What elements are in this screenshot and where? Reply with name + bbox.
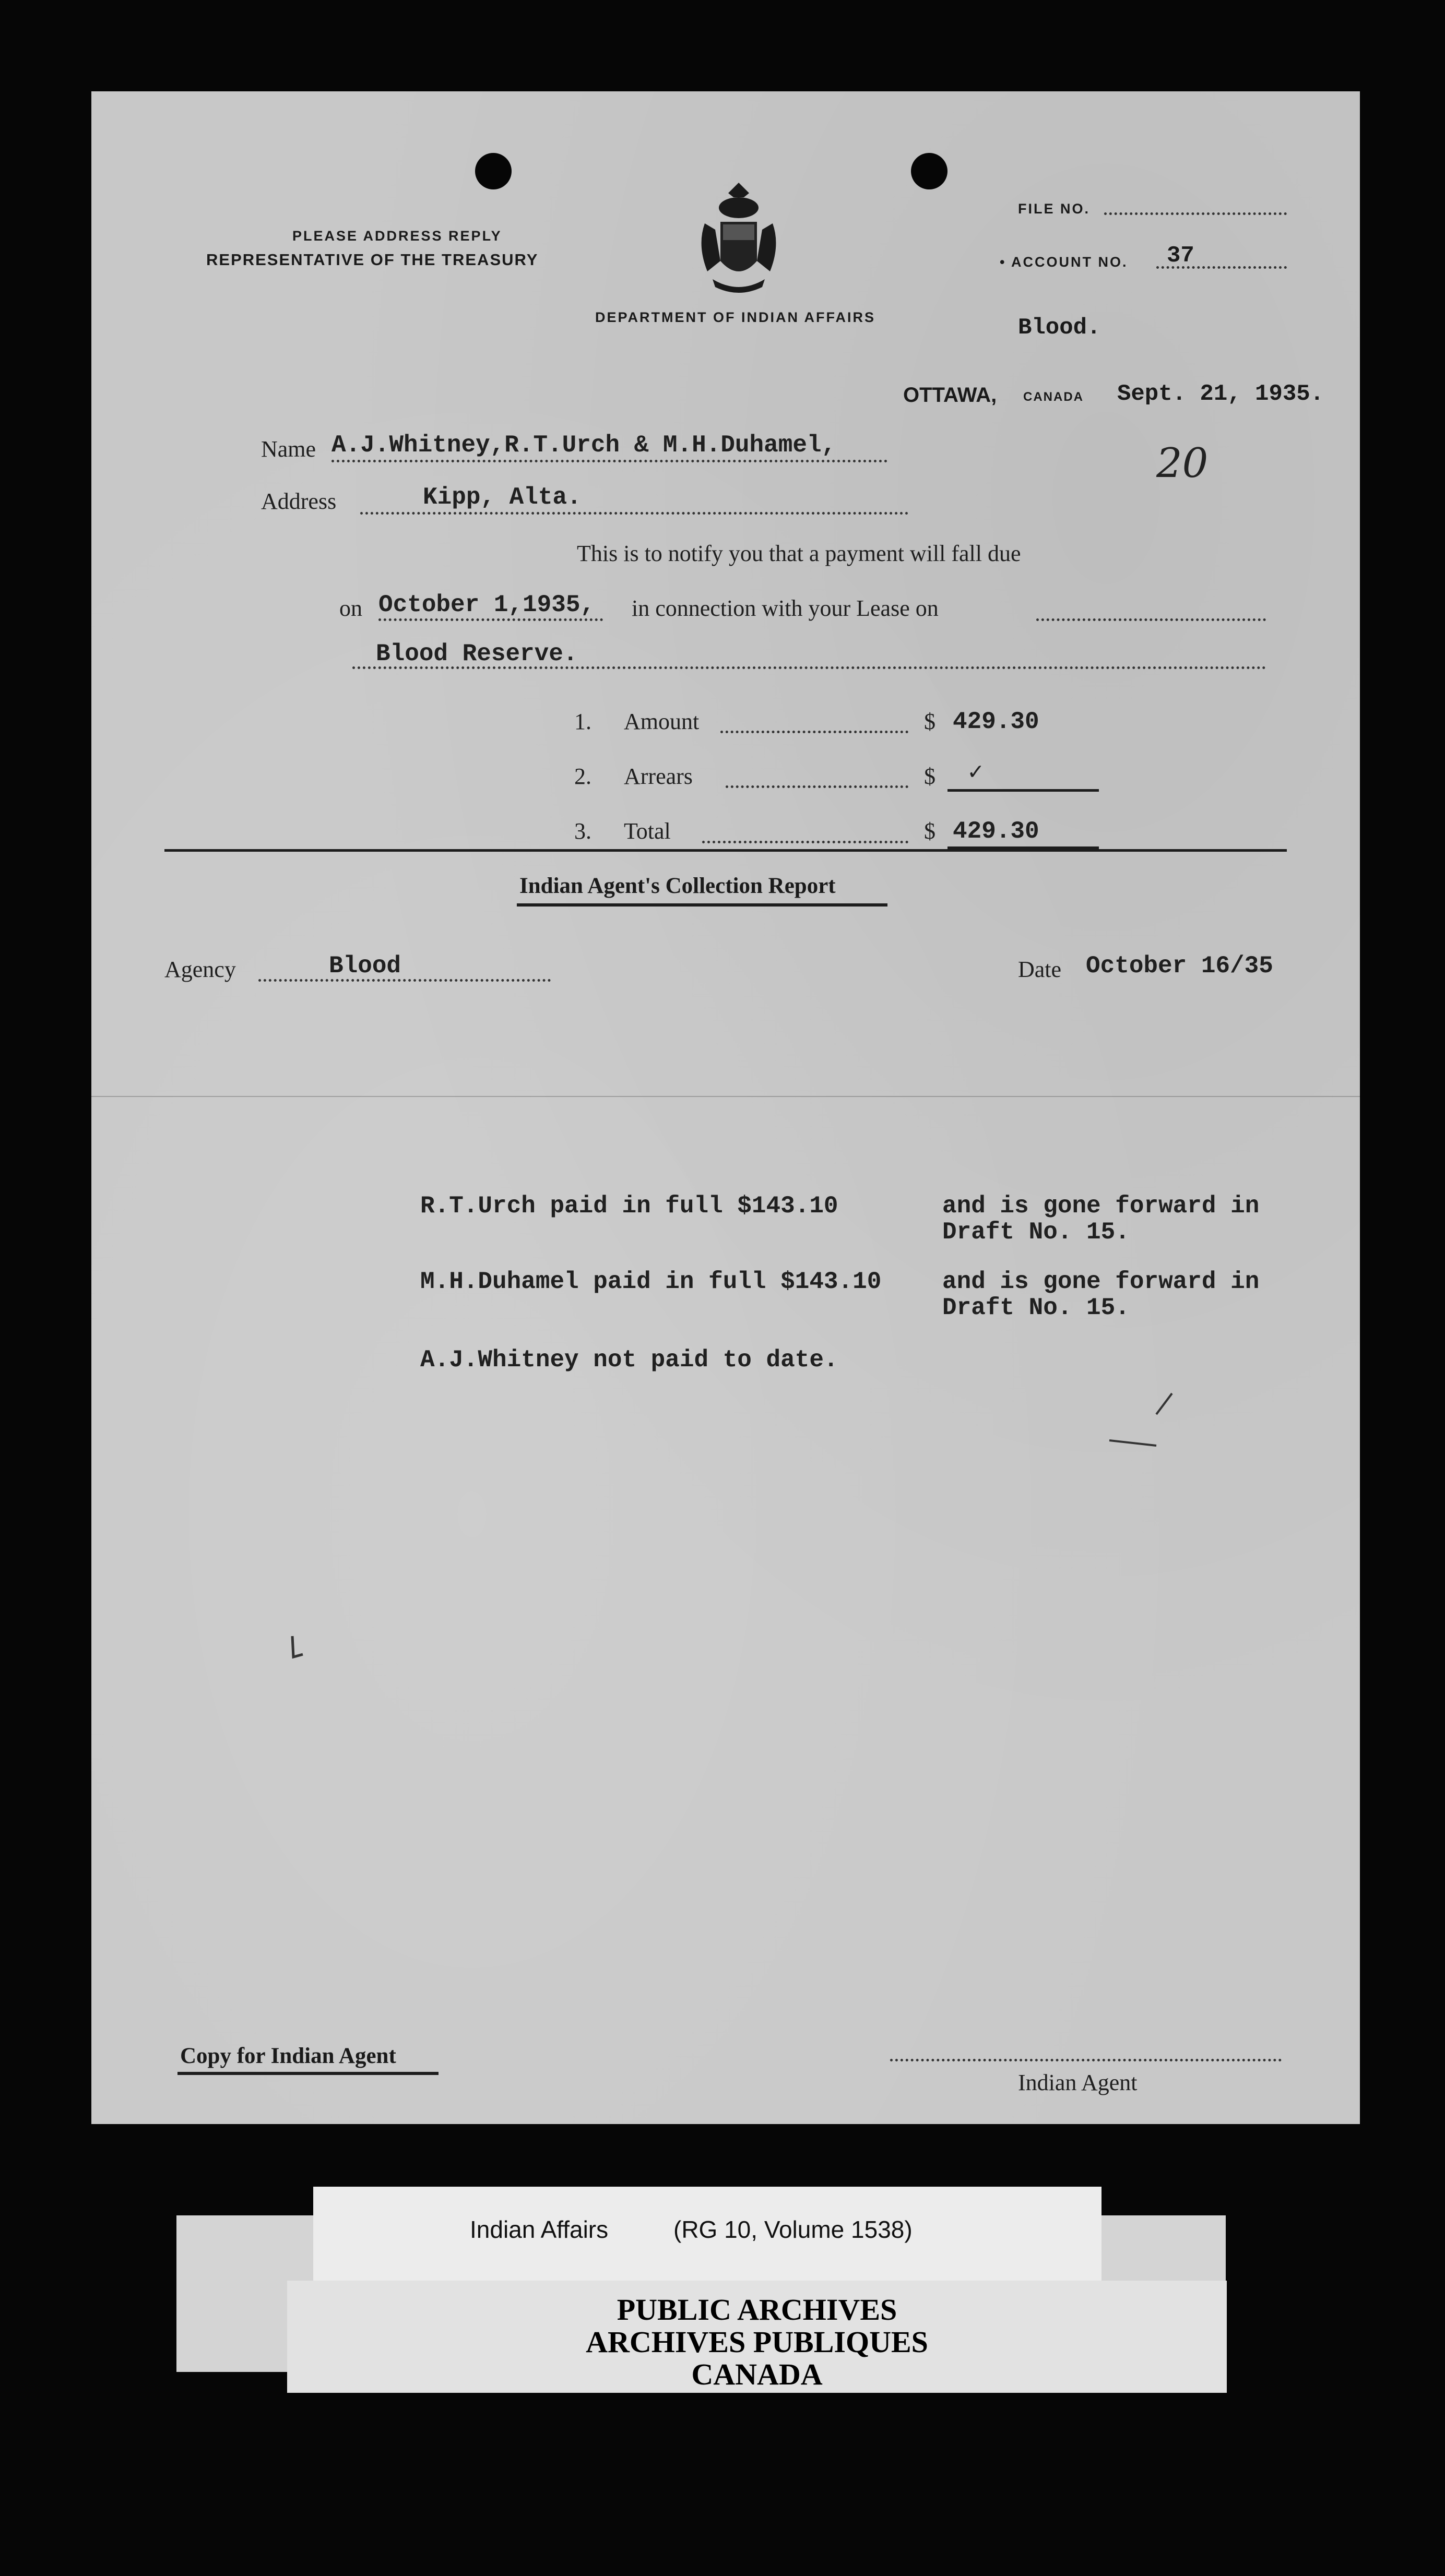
due-date: October 1,1935, — [378, 591, 595, 618]
file-no-line — [1104, 212, 1287, 215]
letter-date: Sept. 21, 1935. — [1117, 381, 1324, 407]
entry-2-left: M.H.Duhamel paid in full $143.10 — [420, 1268, 882, 1295]
total-line — [702, 841, 908, 843]
amount-value: 429.30 — [953, 708, 1039, 735]
connection-text: in connection with your Lease on — [632, 595, 939, 621]
representative-text: REPRESENTATIVE OF THE TREASURY — [206, 251, 539, 269]
country-text: CANADA — [1023, 390, 1084, 404]
stray-mark-icon — [1107, 1435, 1159, 1451]
please-address-text: PLEASE ADDRESS REPLY — [292, 228, 502, 244]
signature-line — [890, 2059, 1282, 2061]
address-line — [360, 512, 908, 515]
on-label: on — [339, 595, 362, 621]
entry-2-right-1: and is gone forward in — [942, 1268, 1260, 1295]
report-heading: Indian Agent's Collection Report — [519, 874, 836, 898]
agency-label: Agency — [164, 957, 236, 982]
entry-1-left: R.T.Urch paid in full $143.10 — [420, 1192, 838, 1220]
entry-1-right-2: Draft No. 15. — [942, 1219, 1130, 1246]
copy-label-underline — [177, 2072, 439, 2075]
agency-value: Blood — [329, 952, 401, 980]
total-value: 429.30 — [953, 818, 1039, 845]
amount-line — [720, 731, 908, 733]
due-date-line — [378, 618, 603, 621]
stray-mark-icon — [287, 1633, 308, 1665]
arrears-num: 2. — [574, 764, 591, 789]
arrears-line — [726, 785, 908, 788]
archive-label-top — [313, 2187, 1101, 2291]
file-no-label: FILE NO. — [1018, 201, 1090, 217]
signature-label: Indian Agent — [1018, 2070, 1138, 2095]
lease-line — [1036, 618, 1266, 621]
total-currency: $ — [924, 818, 935, 844]
handwritten-number: 20 — [1156, 440, 1209, 487]
punch-hole — [475, 153, 512, 189]
reserve-text: Blood. — [1018, 315, 1101, 341]
name-value: A.J.Whitney,R.T.Urch & M.H.Duhamel, — [331, 432, 836, 459]
archive-reference: (RG 10, Volume 1538) — [673, 2216, 913, 2243]
date-value: October 16/35 — [1086, 952, 1273, 980]
total-num: 3. — [574, 818, 591, 844]
lease-second-line — [352, 666, 1266, 669]
city-text: OTTAWA, — [903, 384, 997, 407]
stray-mark-icon — [1154, 1391, 1175, 1417]
archive-line-4: CANADA — [691, 2357, 823, 2391]
department-text: DEPARTMENT OF INDIAN AFFAIRS — [595, 309, 875, 325]
archive-line-3: ARCHIVES PUBLIQUES — [586, 2325, 928, 2359]
address-label: Address — [261, 488, 337, 514]
amount-currency: $ — [924, 709, 935, 734]
copy-label: Copy for Indian Agent — [180, 2044, 396, 2068]
arrears-label: Arrears — [624, 764, 693, 789]
name-line — [331, 460, 887, 462]
address-value: Kipp, Alta. — [423, 484, 582, 511]
agency-line — [258, 979, 551, 982]
archive-label-main — [287, 2281, 1227, 2393]
account-no-label: ACCOUNT NO. — [1011, 254, 1128, 270]
lease-value: Blood Reserve. — [376, 640, 578, 667]
fold-line — [91, 1096, 1360, 1097]
archive-line-2: PUBLIC ARCHIVES — [617, 2293, 897, 2327]
amount-label: Amount — [624, 709, 700, 734]
name-label: Name — [261, 436, 316, 462]
entry-2-right-2: Draft No. 15. — [942, 1294, 1130, 1321]
arrears-currency: $ — [924, 764, 935, 789]
archive-collection: Indian Affairs — [470, 2216, 609, 2243]
account-no-value: 37 — [1167, 243, 1194, 269]
total-label: Total — [624, 818, 671, 844]
section-divider — [164, 849, 1287, 852]
arrears-value: ✓ — [968, 759, 983, 786]
amount-num: 1. — [574, 709, 591, 734]
report-heading-underline — [517, 903, 887, 907]
document-page: PLEASE ADDRESS REPLY REPRESENTATIVE OF THE TREASURY DEPARTMENT OF INDIAN AFFAIRS FILE NO. • ACCOUNT NO. 37 Blood. OTTAWA, CANADA Sept. 21, 1935. Name A.J.Whitney,R.T.Urch & M.H.Duhamel, Address Kipp, Alta. 20 This is to notify you that a payment will fall due on October 1,1935, in connection with your Lease on Blood Reserve. 1. Amount $ 429.30 2. Arrears $ ✓ 3. Total $ 429.30 Indian Agent's Collection Report Agency Blood Date October 16/35 R.T.Urch paid in full $143.10 and is gone forward in Draft No. 15. M.H.Duhamel paid in full $143.10 and is gone forward in Draft No. 15. A.J.Whitney not paid to date. Copy for Indian Agent Indian Agent — [91, 91, 1360, 2124]
coat-of-arms-icon — [692, 183, 786, 297]
date-label: Date — [1018, 957, 1062, 982]
entry-3-left: A.J.Whitney not paid to date. — [420, 1346, 838, 1374]
punch-hole — [911, 153, 947, 189]
notice-line-1: This is to notify you that a payment will fall due — [577, 541, 1021, 566]
arrears-rule — [947, 789, 1099, 792]
entry-1-right-1: and is gone forward in — [942, 1192, 1260, 1220]
